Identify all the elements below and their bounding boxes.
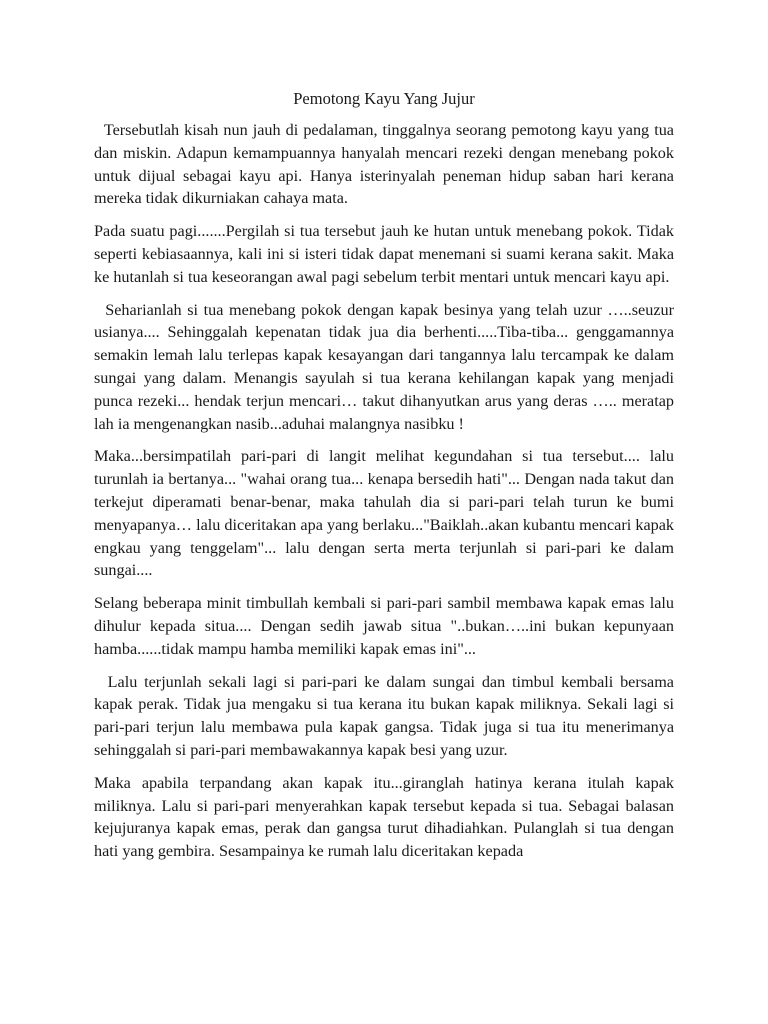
- document-body: [94, 119, 674, 873]
- paragraph-2: Pada suatu pagi.......Pergilah si tua tersebut jauh ke hutan untuk menebang pokok. Tidak seperti kebiasaannya, kali ini si isteri tidak dapat menemani si suami kerana sakit. Maka ke hutanlah si tua keseorangan awal pagi sebelum terbit mentari untuk mencari kayu api.: [94, 222, 674, 286]
- paragraph-6: Lalu terjunlah sekali lagi si pari-pari ke dalam sungai dan timbul kembali bersama kapak perak. Tidak jua mengaku si tua kerana itu bukan kapak miliknya. Sekali lagi si pari-pari terjun lalu membawa pula kapak gangsa. Tidak juga si tua itu menerimanya sehinggalah si pari-pari membawakannya kapak besi yang uzur.: [94, 672, 674, 759]
- paragraph-1: Tersebutlah kisah nun jauh di pedalaman, tinggalnya seorang pemotong kayu yang tua dan miskin. Adapun kemampuannya hanyalah mencari rezeki dengan menebang pokok untuk dijual sebagai kayu api. Hanya isterinyalah peneman hidup saban hari kerana mereka tidak dikurniakan cahaya mata.: [94, 121, 674, 208]
- document-title: Pemotong Kayu Yang Jujur: [293, 89, 475, 108]
- paragraph-3: Seharianlah si tua menebang pokok dengan kapak besinya yang telah uzur …..seuzur usianya.... Sehinggalah kepenatan tidak jua dia berhenti.....Tiba-tiba... genggamannya semakin lemah lalu terlepas kapak kesayangan dari tangannya lalu tercampak ke dalam sungai yang dalam. Menangis sayulah si tua kerana kehilangan kapak yang menjadi punca rezeki... hendak terjun mencari… takut dihanyutkan arus yang deras ….. meratap lah ia mengenangkan nasib...aduhai malangnya nasibku !: [94, 300, 674, 433]
- paragraph-5: Selang beberapa minit timbullah kembali si pari-pari sambil membawa kapak emas lalu dihulur kepada situa.... Dengan sedih jawab situa "..bukan…..ini bukan kepunyaan hamba......tidak mampu hamba memiliki kapak emas ini"...: [94, 594, 674, 658]
- paragraph-7: Maka apabila terpandang akan kapak itu...giranglah hatinya kerana itulah kapak miliknya. Lalu si pari-pari menyerahkan kapak tersebut kepada si tua. Sebagai balasan kejujuranya kapak emas, perak dan gangsa turut dihadiahkan. Pulanglah si tua dengan hati yang gembira. Sesampainya ke rumah lalu diceritakan kepada: [94, 773, 674, 861]
- paragraph-4: Maka...bersimpatilah pari-pari di langit melihat kegundahan si tua tersebut.... lalu turunlah ia bertanya... "wahai orang tua... kenapa bersedih hati"... Dengan nada takut dan terkejut diperamati benar-benar, maka tahulah dia si pari-pari telah turun ke bumi menyapanya… lalu diceritakan apa yang berlaku..."Baiklah..akan kubantu mencari kapak engkau yang tenggelam"... lalu dengan serta merta terjunlah si pari-pari ke dalam sungai....: [94, 447, 674, 580]
